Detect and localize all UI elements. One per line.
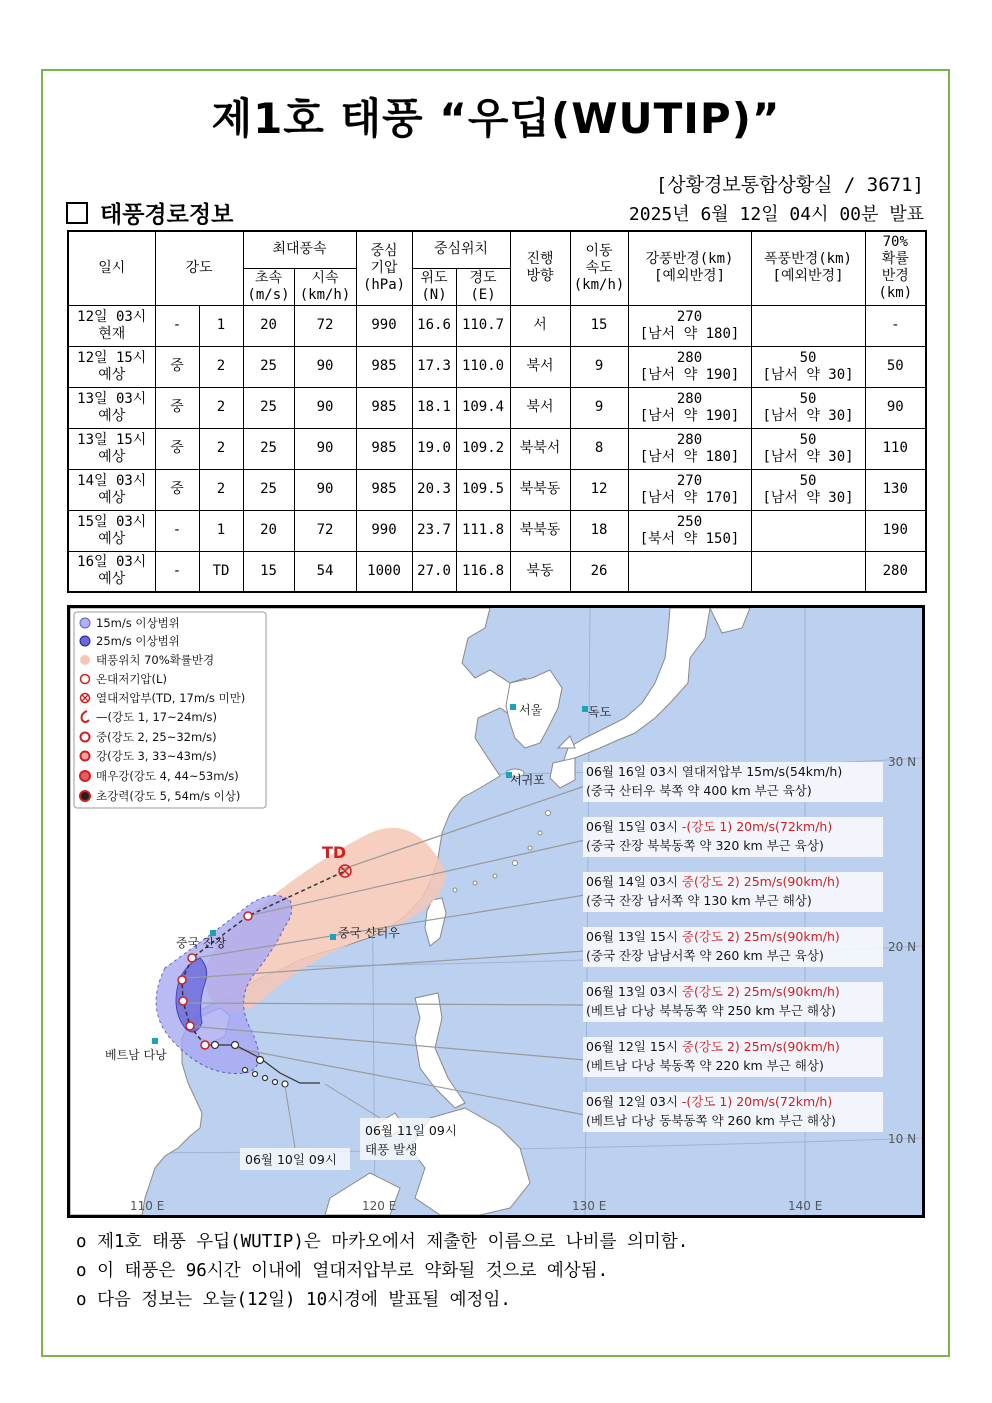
legend-item: 매우강(강도 4, 44~53m/s): [96, 769, 239, 783]
cell-speed: 9: [570, 387, 628, 428]
cell-wind-ms: 25: [243, 469, 294, 510]
cell-gale-radius: 270 [남서 약 170]: [628, 469, 751, 510]
place-danang: 베트남 다낭: [105, 1048, 167, 1062]
cell-lat: 16.6: [412, 305, 456, 346]
typhoon-track-table: [67, 230, 927, 593]
place-zhanjiang: 중국 잔장: [176, 936, 227, 950]
legend-item: 초강력(강도 5, 54m/s 이상): [96, 789, 241, 803]
cell-prob-radius: 190: [865, 510, 926, 551]
cell-prob-radius: 130: [865, 469, 926, 510]
cell-grade: 1: [199, 510, 243, 551]
cell-wind-kmh: 90: [294, 346, 356, 387]
legend-grade2-icon: [81, 733, 90, 742]
forecast-label-title: 06월 14일 03시 중(강도 2) 25m/s(90km/h): [586, 874, 840, 889]
cell-gale-radius: 280 [남서 약 190]: [628, 387, 751, 428]
note-item: o 다음 정보는 오늘(12일) 10시경에 발표될 예정임.: [76, 1290, 511, 1310]
cell-storm-radius: 50 [남서 약 30]: [751, 428, 865, 469]
td-label: TD: [322, 843, 347, 862]
issued-datetime: 2025년 6월 12일 04시 00분 발표: [628, 204, 924, 225]
section-heading: [66, 196, 233, 229]
forecast-label-title: 06월 13일 15시 중(강도 2) 25m/s(90km/h): [586, 929, 840, 944]
cell-wind-kmh: 72: [294, 305, 356, 346]
note-item: o 이 태풍은 96시간 이내에 열대저압부로 약화될 것으로 예상됨.: [76, 1261, 609, 1281]
cell-storm-radius: [751, 305, 865, 346]
cell-lon: 109.2: [456, 428, 510, 469]
forecast-label-location: (베트남 다낭 북북동쪽 약 250 km 부근 해상): [586, 1003, 836, 1018]
cell-grade: 2: [199, 428, 243, 469]
cell-lat: 17.3: [412, 346, 456, 387]
cell-gale-radius: 250 [북서 약 150]: [628, 510, 751, 551]
table-row: [68, 469, 926, 510]
cell-gale-radius: 280 [남서 약 180]: [628, 428, 751, 469]
lon-label-140: 140 E: [788, 1199, 823, 1213]
header-max-wind: 최대풍속: [243, 231, 356, 268]
legend-item: 태풍위치 70%확률반경: [96, 653, 215, 667]
header-gale-radius: 강풍반경(km) [예외반경]: [628, 231, 751, 305]
legend-item: 15m/s 이상범위: [96, 616, 180, 630]
cell-time: 13일 15시 예상: [68, 428, 155, 469]
table-row: [68, 387, 926, 428]
cell-class: -: [155, 551, 199, 592]
history-genesis-time: 06월 11일 09시: [365, 1123, 457, 1138]
cell-time: 13일 03시 예상: [68, 387, 155, 428]
cell-time: 14일 03시 예상: [68, 469, 155, 510]
cell-storm-radius: 50 [남서 약 30]: [751, 346, 865, 387]
cell-class: -: [155, 510, 199, 551]
forecast-label-location: (중국 잔장 북북동쪽 약 320 km 부근 육상): [586, 838, 824, 853]
legend-grade3-icon: [81, 752, 90, 761]
cell-lat: 18.1: [412, 387, 456, 428]
table-row: [68, 551, 926, 592]
table-row: [68, 305, 926, 346]
cell-grade: 1: [199, 305, 243, 346]
cell-direction: 북서: [510, 387, 570, 428]
table-row: [68, 428, 926, 469]
cell-wind-kmh: 54: [294, 551, 356, 592]
legend-item: 25m/s 이상범위: [96, 634, 180, 648]
legend-item: —(강도 1, 17~24m/s): [96, 710, 217, 724]
cell-speed: 15: [570, 305, 628, 346]
note-item: o 제1호 태풍 우딥(WUTIP)은 마카오에서 제출한 이름으로 나비를 의미함.: [76, 1232, 689, 1252]
cell-wind-ms: 25: [243, 346, 294, 387]
cell-direction: 북북동: [510, 510, 570, 551]
place-seogwipo: 서귀포: [510, 773, 545, 787]
cell-storm-radius: [751, 510, 865, 551]
header-wind-ms: 초속 (m/s): [243, 268, 294, 305]
forecast-labels: [583, 762, 883, 1132]
cell-time: 16일 03시 예상: [68, 551, 155, 592]
place-dokdo: 독도: [588, 705, 612, 719]
checkbox-icon: [66, 202, 88, 224]
cell-lat: 23.7: [412, 510, 456, 551]
cell-speed: 18: [570, 510, 628, 551]
cell-direction: 북북서: [510, 428, 570, 469]
cell-wind-ms: 20: [243, 305, 294, 346]
forecast-label-title: 06월 13일 03시 중(강도 2) 25m/s(90km/h): [586, 984, 840, 999]
forecast-label-location: (베트남 다낭 동북동쪽 약 260 km 부근 해상): [586, 1113, 836, 1128]
cell-wind-kmh: 90: [294, 428, 356, 469]
cell-storm-radius: [751, 551, 865, 592]
page-title: 제1호 태풍 “우딥(WUTIP)”: [211, 94, 781, 143]
header-center: 중심위치: [412, 231, 510, 268]
cell-lon: 111.8: [456, 510, 510, 551]
header-time: 일시: [68, 231, 155, 305]
cell-lon: 110.7: [456, 305, 510, 346]
legend-grade5-icon: [80, 791, 90, 801]
cell-time: 15일 03시 예상: [68, 510, 155, 551]
cell-prob-radius: 280: [865, 551, 926, 592]
cell-grade: 2: [199, 346, 243, 387]
cell-class: 중: [155, 428, 199, 469]
header-pressure: 중심 기압 (hPa): [356, 231, 412, 305]
table-row: [68, 346, 926, 387]
header-storm-radius: 폭풍반경(km) [예외반경]: [751, 231, 865, 305]
legend-item: 온대저기압(L): [96, 672, 167, 686]
header-direction: 진행 방향: [510, 231, 570, 305]
legend-item: 열대저압부(TD, 17m/s 미만): [96, 691, 246, 705]
cell-speed: 12: [570, 469, 628, 510]
cell-wind-ms: 25: [243, 387, 294, 428]
cell-pressure: 1000: [356, 551, 412, 592]
history-first-time: 06월 10일 09시: [245, 1152, 337, 1167]
lon-label-110: 110 E: [130, 1199, 165, 1213]
cell-prob-radius: -: [865, 305, 926, 346]
cell-lat: 20.3: [412, 469, 456, 510]
lon-label-120: 120 E: [362, 1199, 397, 1213]
header-speed: 이동 속도 (km/h): [570, 231, 628, 305]
cell-direction: 서: [510, 305, 570, 346]
legend-extratropical-icon: [81, 675, 90, 684]
cell-class: 중: [155, 469, 199, 510]
cell-class: -: [155, 305, 199, 346]
cell-wind-ms: 15: [243, 551, 294, 592]
lat-label-20: 20 N: [888, 940, 917, 954]
place-seoul: 서울: [519, 703, 543, 717]
forecast-label-title: 06월 15일 03시 -(강도 1) 20m/s(72km/h): [586, 819, 833, 834]
table-row: [68, 510, 926, 551]
cell-wind-ms: 25: [243, 428, 294, 469]
map-legend: [74, 612, 266, 808]
cell-prob-radius: 110: [865, 428, 926, 469]
history-genesis-label: 태풍 발생: [365, 1142, 418, 1157]
lon-label-130: 130 E: [572, 1199, 607, 1213]
legend-storm-icon: [80, 636, 90, 646]
cell-speed: 9: [570, 346, 628, 387]
cell-direction: 북동: [510, 551, 570, 592]
cell-storm-radius: 50 [남서 약 30]: [751, 469, 865, 510]
lat-label-10: 10 N: [888, 1132, 917, 1146]
cell-wind-ms: 20: [243, 510, 294, 551]
forecast-label-location: (중국 잔장 남서쪽 약 130 km 부근 해상): [586, 893, 812, 908]
typhoon-track-map: [67, 605, 925, 1218]
cell-prob-radius: 90: [865, 387, 926, 428]
cell-pressure: 985: [356, 428, 412, 469]
header-prob-radius: 70% 확률 반경 (km): [865, 231, 926, 305]
forecast-label-location: (베트남 다낭 북동쪽 약 220 km 부근 해상): [586, 1058, 824, 1073]
forecast-label-title: 06월 12일 15시 중(강도 2) 25m/s(90km/h): [586, 1039, 840, 1054]
cell-wind-kmh: 72: [294, 510, 356, 551]
cell-gale-radius: [628, 551, 751, 592]
header-intensity: 강도: [155, 231, 243, 305]
cell-time: 12일 15시 예상: [68, 346, 155, 387]
legend-item: 강(강도 3, 33~43m/s): [96, 749, 217, 763]
header-lon: 경도 (E): [456, 268, 510, 305]
forecast-label-title: 06월 12일 03시 -(강도 1) 20m/s(72km/h): [586, 1094, 833, 1109]
notes: [76, 1228, 688, 1315]
office-label: [상황경보통합상황실 / 3671]: [655, 174, 924, 196]
legend-grade4-icon: [80, 771, 90, 781]
cell-time: 12일 03시 현재: [68, 305, 155, 346]
cell-gale-radius: 270 [남서 약 180]: [628, 305, 751, 346]
cell-grade: 2: [199, 469, 243, 510]
cell-lon: 110.0: [456, 346, 510, 387]
cell-pressure: 985: [356, 469, 412, 510]
cell-direction: 북서: [510, 346, 570, 387]
legend-gale-icon: [80, 618, 90, 628]
forecast-label-location: (중국 잔장 남남서쪽 약 260 km 부근 육상): [586, 948, 824, 963]
cell-grade: TD: [199, 551, 243, 592]
cell-wind-kmh: 90: [294, 469, 356, 510]
cell-lon: 109.5: [456, 469, 510, 510]
legend-prob-icon: [80, 655, 90, 665]
cell-lat: 19.0: [412, 428, 456, 469]
cell-pressure: 990: [356, 510, 412, 551]
cell-grade: 2: [199, 387, 243, 428]
cell-wind-kmh: 90: [294, 387, 356, 428]
legend-item: 중(강도 2, 25~32m/s): [96, 730, 217, 744]
cell-pressure: 990: [356, 305, 412, 346]
cell-lon: 116.8: [456, 551, 510, 592]
cell-speed: 26: [570, 551, 628, 592]
forecast-label-location: (중국 산터우 북쪽 약 400 km 부근 육상): [586, 783, 812, 798]
section-title: 태풍경로정보: [100, 202, 234, 228]
cell-prob-radius: 50: [865, 346, 926, 387]
place-shantou: 중국 산터우: [338, 926, 400, 940]
cell-lon: 109.4: [456, 387, 510, 428]
cell-speed: 8: [570, 428, 628, 469]
cell-storm-radius: 50 [남서 약 30]: [751, 387, 865, 428]
forecast-label-title: 06월 16일 03시 열대저압부 15m/s(54km/h): [586, 764, 843, 779]
header-wind-kmh: 시속 (km/h): [294, 268, 356, 305]
cell-lat: 27.0: [412, 551, 456, 592]
cell-direction: 북북동: [510, 469, 570, 510]
cell-pressure: 985: [356, 346, 412, 387]
cell-pressure: 985: [356, 387, 412, 428]
cell-gale-radius: 280 [남서 약 190]: [628, 346, 751, 387]
lat-label-30: 30 N: [888, 755, 917, 769]
cell-class: 중: [155, 387, 199, 428]
header-lat: 위도 (N): [412, 268, 456, 305]
cell-class: 중: [155, 346, 199, 387]
